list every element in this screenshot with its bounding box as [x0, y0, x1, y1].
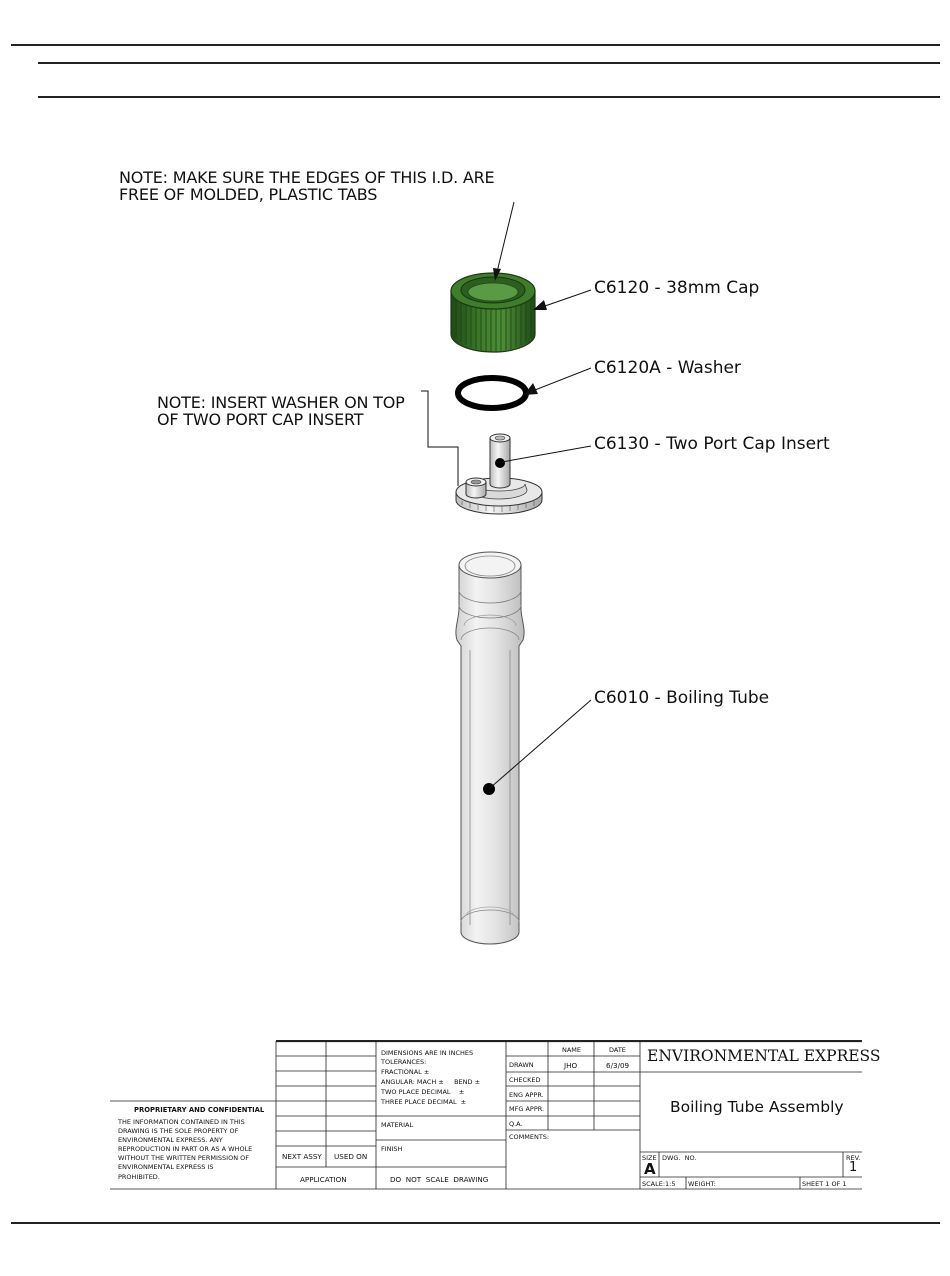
proprietary-line-2: DRAWING IS THE SOLE PROPERTY OF: [118, 1127, 239, 1135]
proprietary-line-3: ENVIRONMENTAL EXPRESS. ANY: [118, 1136, 223, 1144]
mfg-appr-label: MFG APPR.: [509, 1105, 545, 1113]
callout-insert: C6130 - Two Port Cap Insert: [594, 434, 830, 454]
cap-part: [451, 273, 535, 352]
qa-label: Q.A.: [509, 1120, 523, 1128]
drawing-title: Boiling Tube Assembly: [670, 1098, 844, 1116]
used-on-label: USED ON: [334, 1152, 368, 1161]
material-label: MATERIAL: [381, 1121, 414, 1129]
rev-value: 1: [849, 1160, 858, 1175]
sheet-label: SHEET 1 OF 1: [802, 1180, 847, 1188]
proprietary-line-1: THE INFORMATION CONTAINED IN THIS: [118, 1118, 245, 1126]
eng-appr-label: ENG APPR.: [509, 1091, 544, 1099]
tolerance-line-5: TWO PLACE DECIMAL ±: [381, 1088, 465, 1096]
callout-tube: C6010 - Boiling Tube: [594, 688, 770, 708]
next-assy-label: NEXT ASSY: [282, 1152, 322, 1161]
proprietary-line-6: ENVIRONMENTAL EXPRESS IS: [118, 1163, 214, 1171]
insert-part: [456, 434, 542, 514]
comments-label: COMMENTS:: [509, 1133, 550, 1141]
weight-label: WEIGHT:: [688, 1180, 716, 1188]
note-edges-line-1: NOTE: MAKE SURE THE EDGES OF THIS I.D. ARE: [119, 168, 495, 187]
title-block: [110, 1040, 881, 1190]
name-header: NAME: [562, 1046, 582, 1054]
callout-cap: C6120 - 38mm Cap: [594, 278, 760, 298]
boiling-tube-part: [456, 552, 524, 944]
tolerance-line-3: FRACTIONAL ±: [381, 1068, 430, 1076]
note-washer-line-1: NOTE: INSERT WASHER ON TOP: [157, 393, 405, 412]
proprietary-line-7: PROHIBITED.: [118, 1173, 160, 1181]
tolerance-line-1: DIMENSIONS ARE IN INCHES: [381, 1049, 474, 1057]
size-label: SIZE: [642, 1154, 657, 1162]
drawn-label: DRAWN: [509, 1061, 534, 1069]
company-name: ENVIRONMENTAL EXPRESS: [647, 1047, 881, 1065]
proprietary-line-5: WITHOUT THE WRITTEN PERMISSION OF: [118, 1154, 250, 1162]
size-value: A: [644, 1160, 656, 1178]
proprietary-line-4: REPRODUCTION IN PART OR AS A WHOLE: [118, 1145, 253, 1153]
drawn-date: 6/3/09: [606, 1061, 630, 1070]
scale-label: SCALE:1:5: [642, 1180, 676, 1188]
date-header: DATE: [609, 1046, 626, 1054]
tolerance-line-6: THREE PLACE DECIMAL ±: [381, 1098, 467, 1106]
do-not-scale-label: DO NOT SCALE DRAWING: [390, 1175, 489, 1184]
callout-washer: C6120A - Washer: [594, 358, 741, 378]
note-washer-line-2: OF TWO PORT CAP INSERT: [157, 410, 364, 429]
note-edges: [119, 169, 494, 203]
drawn-name: JHO: [564, 1061, 578, 1070]
dwg-no-label: DWG. NO.: [662, 1154, 697, 1162]
note-washer: [157, 394, 405, 428]
note-edges-line-2: FREE OF MOLDED, PLASTIC TABS: [119, 185, 378, 204]
rev-label: REV.: [846, 1154, 861, 1162]
proprietary-heading: PROPRIETARY AND CONFIDENTIAL: [134, 1106, 265, 1114]
finish-label: FINISH: [381, 1145, 403, 1153]
checked-label: CHECKED: [509, 1076, 541, 1084]
washer-part: [458, 378, 526, 408]
tolerance-line-2: TOLERANCES:: [381, 1058, 427, 1066]
tolerance-line-4: ANGULAR: MACH ± BEND ±: [381, 1078, 481, 1086]
application-label: APPLICATION: [300, 1175, 347, 1184]
